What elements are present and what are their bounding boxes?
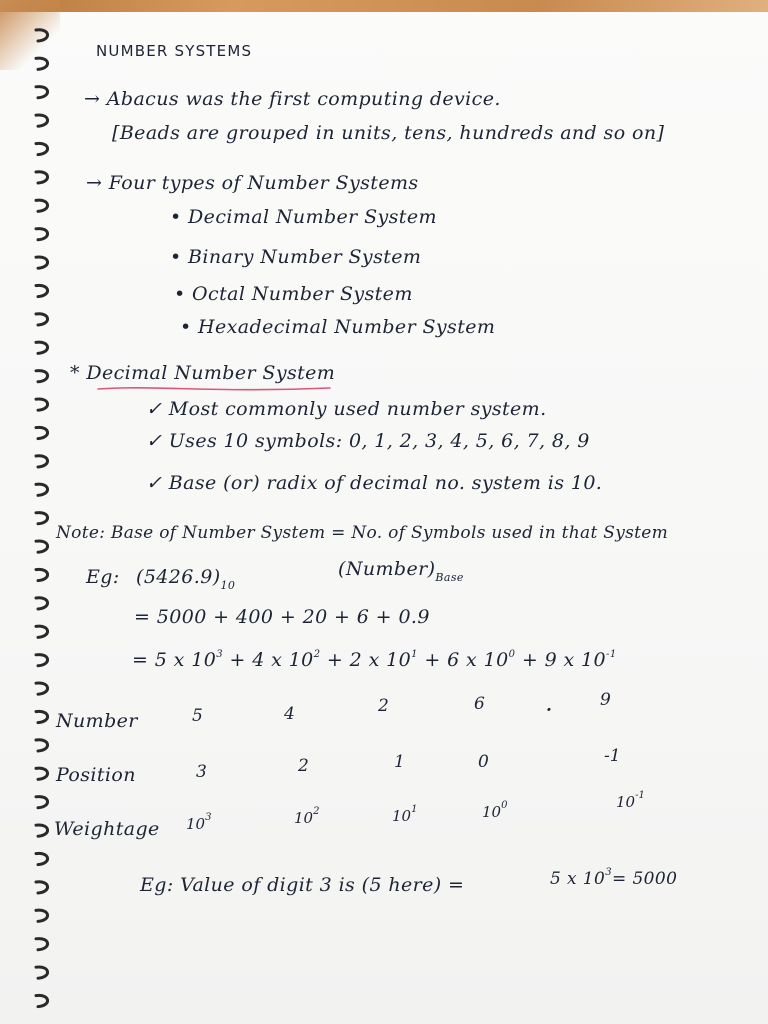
base-note: Note: Base of Number System = No. of Symbols used in that System (56, 523, 669, 543)
spiral-ring (36, 58, 48, 69)
types-intro: → Four types of Number Systems (86, 172, 419, 194)
final-result-value: = 5000 (612, 869, 678, 889)
position-cell: -1 (604, 746, 621, 766)
expansion-term-1: = 5 x 10 (132, 649, 217, 671)
spiral-ring (36, 484, 48, 495)
final-example-result (550, 862, 677, 890)
type-binary: • Binary Number System (170, 246, 422, 268)
number-cell: 6 (474, 694, 485, 714)
spiral-ring (36, 229, 48, 240)
abacus-line: → Abacus was the first computing device. (84, 88, 501, 110)
spiral-ring (36, 399, 48, 410)
weight-base: 10 (294, 809, 314, 827)
spiral-ring (36, 115, 48, 126)
spiral-ring (36, 655, 48, 666)
number-cell-point: . (546, 696, 552, 716)
example-number-value: (5426.9) (136, 566, 221, 588)
spiral-ring (36, 30, 48, 41)
weight-exponent: 1 (411, 804, 418, 815)
position-cell: 1 (394, 752, 405, 772)
expansion-term-3: + 2 x 10 (326, 649, 412, 671)
final-example-text: Eg: Value of digit 3 is (5 here) = (140, 874, 465, 896)
expansion-exp-4: 0 (508, 649, 516, 660)
spiral-ring (36, 513, 48, 524)
spiral-ring (36, 598, 48, 609)
expansion-term-4: + 6 x 10 (424, 649, 509, 671)
spiral-ring (36, 967, 48, 978)
weight-base: 10 (392, 807, 412, 825)
spiral-ring (36, 541, 48, 552)
decimal-point-1: ✓ Most commonly used number system. (146, 398, 547, 420)
example-number (136, 566, 235, 597)
weight-cell (186, 812, 211, 833)
spiral-ring (36, 257, 48, 268)
generic-number (338, 558, 464, 589)
type-octal: • Octal Number System (174, 283, 413, 305)
row-label-weightage: Weightage (54, 818, 160, 840)
table-surface (0, 0, 768, 12)
expansion-term-5: + 9 x 10 (521, 649, 607, 671)
spiral-ring (36, 87, 48, 98)
spiral-ring (36, 456, 48, 467)
weight-exponent: 0 (501, 800, 508, 811)
type-decimal: • Decimal Number System (170, 206, 437, 228)
final-result-base: 5 x 10 (550, 869, 606, 889)
spiral-ring (36, 200, 48, 211)
expansion-exp-2: 2 (313, 649, 321, 660)
decimal-section-title: * Decimal Number System (70, 362, 336, 384)
expansion-term-2: + 4 x 10 (229, 649, 314, 671)
position-cell: 3 (196, 762, 207, 782)
page-heading: NUMBER SYSTEMS (96, 42, 253, 60)
expansion-exp-3: 1 (411, 649, 418, 660)
weight-exponent: 3 (205, 812, 212, 823)
spiral-ring (36, 711, 48, 722)
expansion-exp-1: 3 (216, 649, 223, 660)
spiral-ring (36, 342, 48, 353)
number-cell: 9 (600, 690, 611, 710)
expansion-exp-5: -1 (606, 649, 617, 660)
decimal-point-2: ✓ Uses 10 symbols: 0, 1, 2, 3, 4, 5, 6, 7, 8, 9 (146, 430, 590, 452)
number-cell: 4 (284, 704, 295, 724)
spiral-ring (36, 797, 48, 808)
spiral-ring (36, 825, 48, 836)
weight-cell (294, 806, 319, 827)
weight-cell (616, 790, 645, 811)
spiral-ring (36, 569, 48, 580)
weight-exponent: -1 (635, 790, 645, 801)
number-cell: 2 (378, 696, 389, 716)
spiral-ring (36, 371, 48, 382)
spiral-ring (36, 853, 48, 864)
weight-base: 10 (482, 803, 502, 821)
spiral-ring (36, 285, 48, 296)
spiral-binding (0, 0, 60, 1024)
row-label-number: Number (56, 710, 138, 732)
weight-cell (392, 804, 417, 825)
weight-exponent: 2 (313, 806, 320, 817)
spiral-ring (36, 740, 48, 751)
type-hexadecimal: • Hexadecimal Number System (180, 316, 496, 338)
example-base-subscript: 10 (220, 579, 236, 592)
generic-base-subscript: Base (435, 571, 464, 584)
spiral-ring (36, 939, 48, 950)
row-label-position: Position (56, 764, 136, 786)
expansion-line-2 (132, 644, 617, 671)
example-label: Eg: (86, 566, 120, 588)
decimal-point-3: ✓ Base (or) radix of decimal no. system is 10. (146, 472, 603, 494)
spiral-ring (36, 882, 48, 893)
spiral-ring (36, 143, 48, 154)
weight-base: 10 (186, 815, 206, 833)
number-cell: 5 (192, 706, 203, 726)
spiral-ring (36, 910, 48, 921)
spiral-ring (36, 768, 48, 779)
title-underline (94, 384, 334, 394)
weight-cell (482, 800, 507, 821)
expansion-line-1: = 5000 + 400 + 20 + 6 + 0.9 (134, 606, 430, 628)
spiral-ring (36, 172, 48, 183)
position-cell: 2 (298, 756, 309, 776)
spiral-ring (36, 427, 48, 438)
spiral-ring (36, 995, 48, 1006)
spiral-ring (36, 683, 48, 694)
beads-line: [Beads are grouped in units, tens, hundreds and so on] (112, 122, 665, 144)
spiral-ring (36, 626, 48, 637)
position-cell: 0 (478, 752, 489, 772)
weight-base: 10 (616, 793, 636, 811)
generic-number-text: (Number) (338, 558, 436, 580)
spiral-ring (36, 314, 48, 325)
final-result-exponent: 3 (605, 867, 613, 878)
